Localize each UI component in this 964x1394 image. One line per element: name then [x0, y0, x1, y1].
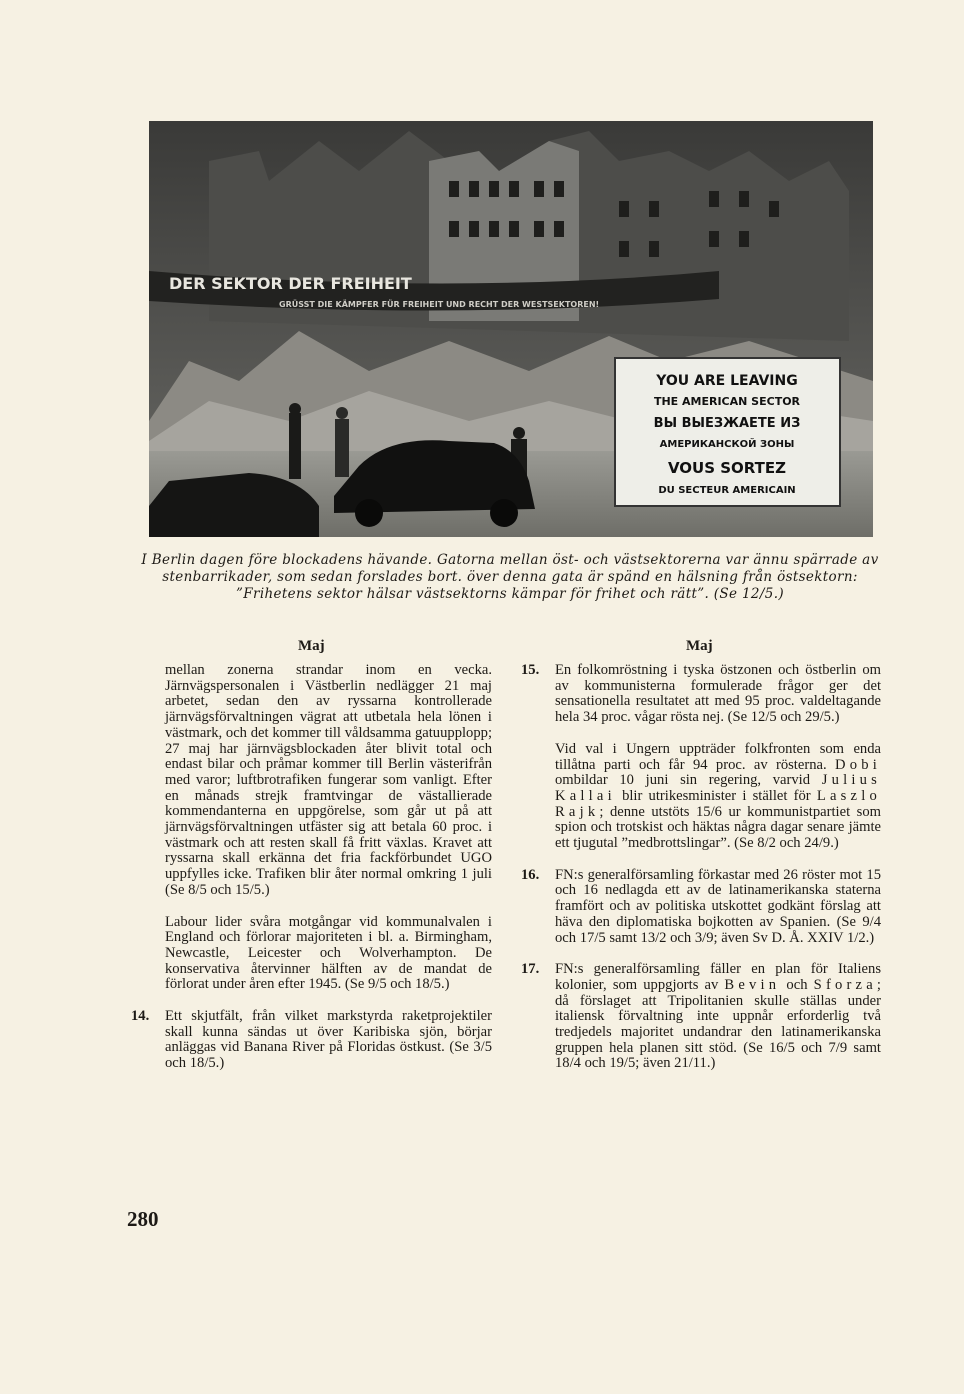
hungary-text-b: ombildar 10 juni sin regering, varvid [555, 772, 811, 789]
entry-17 [521, 961, 881, 1072]
berlin-street-photo [149, 121, 873, 537]
sign-line-1: YOU ARE LEAVING [656, 373, 798, 389]
entry-16-text: FN:s generalförsamling förkastar med 26 röster mot 15 och 16 nedlagda ett av de latinamerikanska staterna framfört och av politiska utskottet godkänt förslag att häva den diplomatiska bojkotten av Spanien. (Se 9/4 och 17/5 samt 13/2 och 3/9; även Sv D. Å. XXIV 1/2.) [555, 866, 881, 946]
sign-line-3: ВЫ ВЫЕЗЖАЕТЕ ИЗ [653, 416, 801, 431]
left-column-heading: Maj [298, 638, 325, 654]
name-sforza: Sforza [813, 976, 877, 993]
name-kallai: Kallai [555, 787, 616, 804]
sign-line-2: THE AMERICAN SECTOR [653, 395, 801, 408]
hungary-paragraph [555, 742, 881, 852]
hungary-text-d: ; denne utstöts 15/6 ur kommunistpartiet som spion och trotskist och häktas några dagar senare jämte ett tjugutal ”medbrottslingar”. (Se 8/2 och 24/9.) [555, 803, 881, 852]
entry-16-number: 16. [521, 866, 540, 883]
left-paragraph-2: Labour lider svåra motgångar vid kommunalvalen i England och förlorar majoriteten i bl. a. Birmingham, Newcastle, Leicester och Wolverhampton. De konservativa återvinner hälften av de mandat de förlorat under åren efter 1945. (Se 9/5 och 18/5.) [165, 913, 492, 993]
name-bevin: Bevin [724, 976, 781, 993]
entry-17-text-a: FN:s generalförsamling fäller en plan för Italiens kolonier, som uppgjorts av [555, 961, 881, 993]
photo-illustration [149, 121, 873, 537]
entry-17-number: 17. [521, 961, 540, 978]
entry-17-text-b: ; då förslaget att Tripolitanien skulle ställas under italiensk förvaltning inte uppnår erforderlig två tredjedels majoritet undandrar den latinamerikanska gruppen hela planen sitt stöd. (Se 16/5 och 7/9 samt 18/4 och 19/5; även 21/11.) [555, 976, 881, 1072]
name-rajk: Rajk [555, 803, 600, 820]
banner-line2: DER SEKTOR DER FREIHEIT [169, 274, 412, 293]
entry-15 [521, 662, 881, 726]
hungary-text-c: blir utrikesminister i stället för [622, 787, 811, 804]
entry-17-and: och [786, 976, 808, 993]
entry-14-number: 14. [131, 1008, 150, 1025]
name-julius: Julius [821, 772, 881, 789]
page-number: 280 [127, 1207, 159, 1231]
entry-17-text [555, 962, 881, 1072]
sign-line-5: VOUS SORTEZ [667, 459, 787, 477]
sign-line-6: DU SECTEUR AMERICAIN [658, 485, 796, 496]
name-dobi: Dobi [834, 756, 881, 773]
photo-caption: I Berlin dagen före blockadens hävande. Gatorna mellan öst- och västsektorerna var ännu spärrade av stenbarrikader, som sedan forslades bort. över denna gata är spänd en hälsning från östsektorn: ”Frihetens sektor hälsar västsektorns kämpar för frihet och rätt”. (Se 12/5.) [141, 552, 879, 602]
entry-16 [521, 866, 881, 947]
entry-14-text: Ett skjutfält, från vilket markstyrda raketprojektiler skall kunna sändas ut över Karibiska sjön, börjar anläggas vid Banana River på Floridas östkust. (Se 3/5 och 18/5.) [165, 1008, 492, 1072]
entry-15-text: En folkomröstning i tyska östzonen och östberlin om av kommunisterna formulerade frågor ger det sensationella resultatet att med 95 proc. valdeltagande hela 34 proc. vågar rösta nej. (Se 12/5 och 29/5.) [555, 662, 881, 726]
banner-line1: GRÜSST DIE KÄMPFER FÜR FREIHEIT UND RECHT DER WESTSEKTOREN! [279, 300, 600, 309]
right-column-heading: Maj [686, 638, 713, 654]
entry-15-number: 15. [521, 662, 540, 678]
right-column [521, 662, 881, 1072]
left-paragraph-1: mellan zonerna strandar inom en vecka. Järnvägspersonalen i Västberlin nedlägger 21 maj arbetet, sedan den av ryssarna kontrollerade järnvägsförvaltningen vägrat att utbetala hela lönen i västmark, och det kommer till våldsamma gatuupplopp; 27 maj har järnvägsblockaden åter blivit total och endast bilar och pråmar kommer till Berlin västerifrån med varor; luftbrotrafiken fungerar som vanligt. Efter en månads strejk framtvingar de västallierade kommendanterna en uppgörelse, som går ut på att järnvägsförvaltningen utfäster sig att betala 60 proc. i västmark och att resten skall få fritt växlas. Kravet att ryssarna skall erkänna det fria fackförbundet UGO uppfylles icke. Trafiken blir åter normal omkring 1 juli (Se 8/5 och 15/5.) [165, 662, 492, 898]
hungary-text-a: Vid val i Ungern uppträder folkfronten som enda tillåtna parti och får 94 proc. av rösterna. [555, 740, 881, 773]
entry-14 [131, 1008, 492, 1072]
left-column [131, 662, 492, 1072]
sign-line-4: АМЕРИКАНСКОЙ ЗОНЫ [659, 439, 795, 450]
name-laszlo: Laszlo [816, 787, 881, 804]
